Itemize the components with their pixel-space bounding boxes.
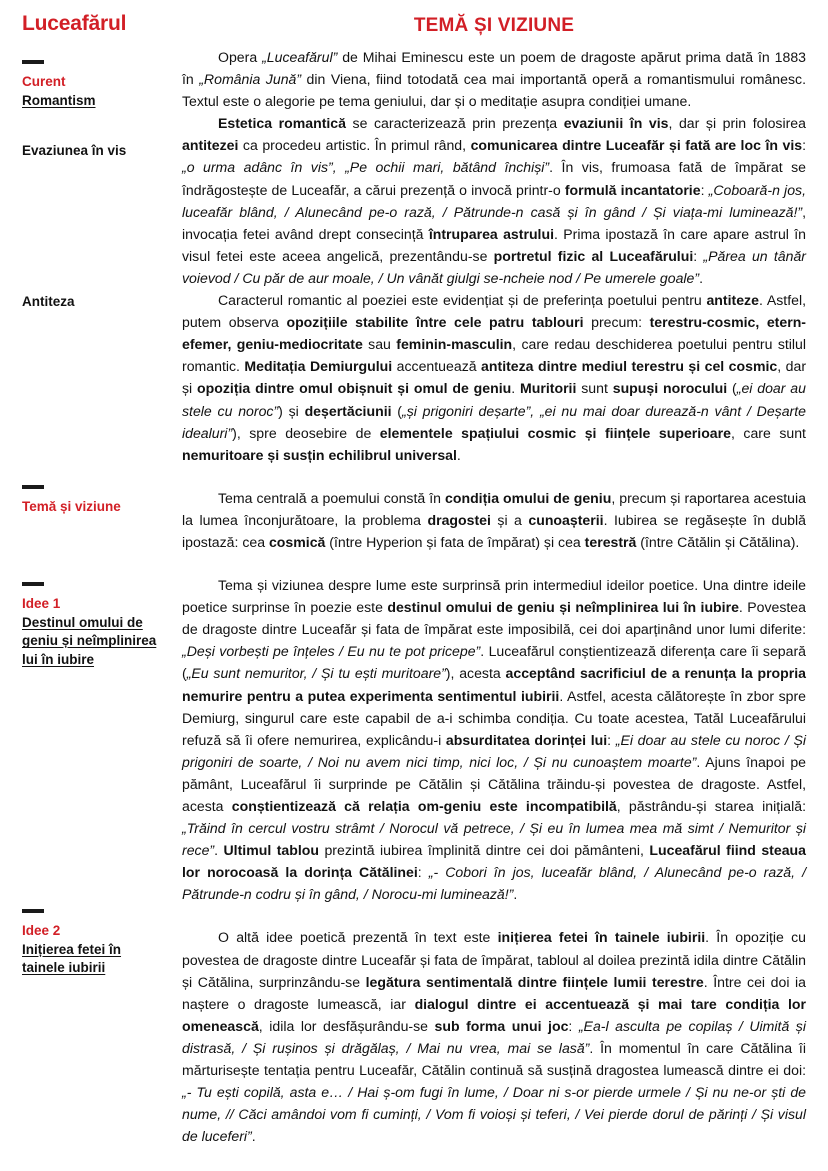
rule-divider-icon bbox=[22, 485, 44, 489]
section-heading: TEMĂ ȘI VIZIUNE bbox=[413, 15, 575, 36]
sidebar-item-idee-1[interactable] bbox=[22, 582, 164, 670]
paragraph-idee-2: O altă idee poetică prezentă în text este inițierea fetei în tainele iubirii. În opoziție cu povestea de dragoste dintre Luceafăr și fata de împărat, tabloul al doilea prezintă idila dintre Cătălin și Cătălina, surprinzându-se legătura sentimentală dintre ființele lumii terestre. Între cei doi ia naștere o dragoste lumească, iar dialogul dintre ei accentuează și mai tare condiția lor omenească, idila lor desfășurându-se sub forma unui joc: „Ea-l asculta pe copilaș / Uimită și distrasă, / Și rușinos și drăgălaș, / Mai nu vrea, mai se lasă”. În momentul în care Cătălina îi mărturisește tentația pentru Luceafăr, Cătălin continuă să susțină dragostea lumească dintre ei doi: „- Tu ești copilă, asta e… / Hai ș-om fugi în lume, / Doar ni s-or pierde urmele / Și nu ne-or ști de nume, // Căci amândoi vom fi cuminți, / Vom fi voioși și teferi, / Vei pierde dorul de părinți / Și visul de luceferi”. bbox=[182, 929, 807, 1145]
paragraph-estetica: Estetica romantică se caracterizează prin prezența evaziunii în vis, dar și prin folosirea antitezei ca procedeu artistic. În primul rând, comunicarea dintre Luceafăr și fată are loc în vis: „o urma adânc în vis”, „Pe ochii mari, bătând închiși”. În vis, frumoasa fată de împărat se îndrăgostește de Luceafăr, a cărui prezență o invocă printr-o formulă incantatorie: „Coboară-n jos, luceafăr blând, / Alunecând pe-o rază, / Pătrunde-n casă și în gând / Și viața-mi luminează!”, invocația fetei având drept consecință întruparea astrului. Prima ipostază în care apare astrul în visul fetei este aceea angelică, prezentându-se portretul fizic al Luceafărului: „Părea un tânăr voievod / Cu păr de aur moale, / Un vânăt giulgi se-ncheie nod / Pe umerele goale”. bbox=[182, 115, 807, 286]
paragraph-antiteza: Caracterul romantic al poeziei este evidențiat și de preferința poetului pentru antiteze. Astfel, putem observa opozițiile stabilite între cele patru tablouri precum: terestru-cosmic, etern-efemer, geniu-mediocritate sau feminin-masculin, care redau deschiderea poetului pentru stilul romantic. Meditația Demiurgului accentuează antiteza dintre mediul terestru și cel cosmic, dar și opoziția dintre omul obișnuit și omul de geniu. Muritorii sunt supuși norocului („ei doar au stele cu noroc”) și deșertăciunii („și prigoniri deșarte”, „ei nu mai doar durează-n vânt / Deșarte idealuri”), spre deosebire de elementele spațiului cosmic și ființele superioare, care sunt nemuritoare și susțin echilibrul universal. bbox=[182, 292, 807, 463]
sidebar-item-evaziunea-in-vis[interactable] bbox=[22, 142, 164, 160]
sidebar-item-antiteza[interactable] bbox=[22, 293, 164, 311]
sidebar-label-antiteza: Antiteza bbox=[22, 294, 75, 309]
rule-divider-icon bbox=[22, 909, 44, 913]
sidebar-kicker-idee-2: Idee 2 bbox=[22, 923, 61, 938]
sidebar-item-curent[interactable] bbox=[22, 60, 164, 110]
sidebar-label-evaziunea: Evaziunea în vis bbox=[22, 143, 127, 158]
main-content bbox=[160, 12, 806, 1147]
rule-divider-icon bbox=[22, 60, 44, 64]
sidebar-item-tema-si-viziune[interactable] bbox=[22, 485, 164, 517]
paragraph-tema: Tema centrală a poemului constă în condiția omului de geniu, precum și raportarea acestuia la lumea înconjurătoare, la problema dragostei și a cunoașterii. Iubirea se regăsește în dublă ipostază: cea cosmică (între Hyperion și fata de împărat) și cea terestră (între Cătălin și Cătălina). bbox=[182, 489, 806, 550]
paragraph-intro: Opera „Luceafărul” de Mihai Eminescu este un poem de dragoste apărut prima dată în 1883 în „România Jună” din Viena, fiind totodată cea mai importantă operă a romantismului românesc. Textul este o alegorie pe tema geniului, dar și o meditație asupra condiției umane. bbox=[182, 49, 806, 110]
paragraph-idee-1: Tema și viziunea despre lume este surprinsă prin intermediul ideilor poetice. Una dintre ideile poetice surprinse în poezie este destinul omului de geniu și neîmplinirea lui în iubire. Povestea de dragoste dintre Luceafăr și fata de împărat este imposibilă, cei doi aparținând unor lumi diferite: „Deși vorbești pe înțeles / Eu nu te pot pricepe”. Luceafărul conștientizează diferența care îi separă („Eu sunt nemuritor, / Și tu ești muritoare”), acesta acceptând sacrificiul de a renunța la propria nemurire pentru a putea experimenta sentimentul iubirii. Astfel, acesta călătorește în zbor spre Demiurg, singurul care este capabil de a-i schimba condiția. Cu toate acestea, Tatăl Luceafărului refuză să îi ofere nemurirea, explicându-i absurditatea dorinței lui: „Ei doar au stele cu noroc / Și prigoniri de soarte, / Noi nu avem nici timp, nici loc, / Și nu cunoaștem moarte”. Ajuns înapoi pe pământ, Luceafărul îi surprinde pe Cătălin și Cătălina trăindu-și povestea de dragoste. Astfel, acesta conștientizează că relația om-geniu este incompatibilă, păstrându-și starea inițială: „Trăind în cercul vostru strâmt / Norocul vă petrece, / Și eu în lumea mea mă simt / Nemuritor și rece”. Ultimul tablou prezintă iubirea împlinită dintre cei doi pământeni, Luceafărul fiind steaua lor norocoasă la dorința Cătălinei: „- Cobori în jos, luceafăr blând, / Alunecând pe-o rază, / Pătrunde-n codru și în gând, / Norocu-mi luminează!”. bbox=[182, 577, 807, 903]
sidebar-kicker-curent: Curent bbox=[22, 74, 66, 89]
sidebar-sublabel-idee-1: Destinul omului de geniu și neîmplinirea lui în iubire bbox=[22, 614, 157, 668]
sidebar bbox=[22, 12, 160, 976]
sidebar-item-idee-2[interactable] bbox=[22, 909, 164, 978]
rule-divider-icon bbox=[22, 582, 44, 586]
document-title: Luceafărul bbox=[22, 12, 127, 35]
sidebar-sublabel-idee-2: Inițierea fetei în tainele iubirii bbox=[22, 941, 122, 976]
sidebar-kicker-idee-1: Idee 1 bbox=[22, 596, 61, 611]
sidebar-sublabel-romantism: Romantism bbox=[22, 92, 96, 108]
sidebar-kicker-tema: Temă și viziune bbox=[22, 499, 121, 514]
